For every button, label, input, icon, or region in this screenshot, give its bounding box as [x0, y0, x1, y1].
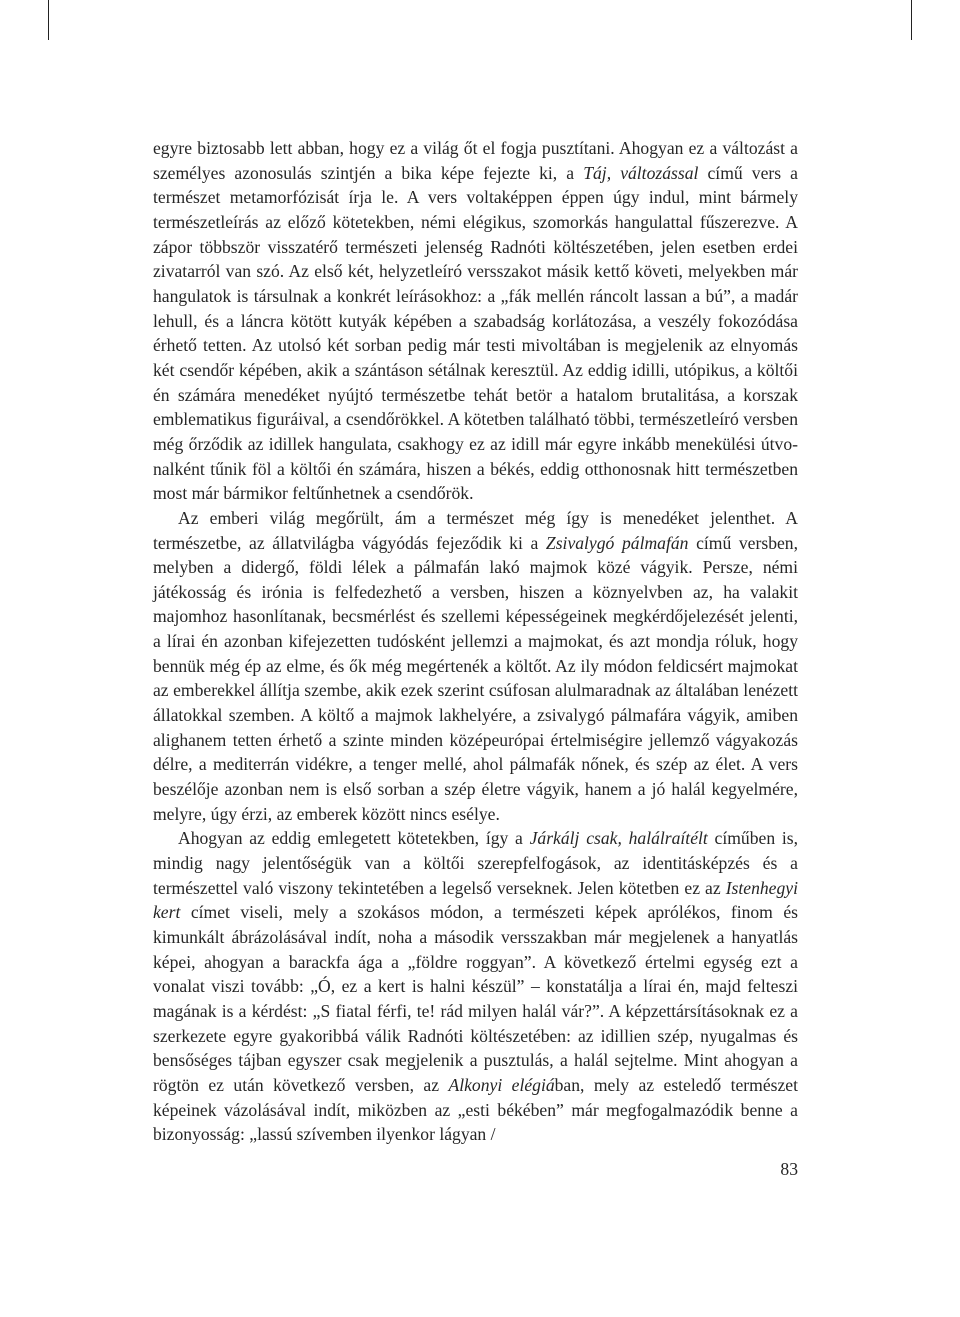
italic-title-text: Istenhegyi kert — [153, 877, 798, 923]
text-run: Az emberi világ megőrült, ám a természet még így is menedéket jelenthet. A természetbe, az állatvilágba vágyódás fejeződik ki a — [153, 507, 798, 553]
paragraph — [153, 506, 798, 827]
body-text — [153, 136, 798, 1147]
crop-mark-top-right — [911, 0, 912, 40]
italic-title-text: Zsivalygó pálmafán — [545, 532, 689, 553]
text-run: egyre biztosabb lett abban, hogy ez a világ őt el fogja pusztítani. Ahogyan ez a változást a személyes azonosulás szintjén a bika képe fejezte ki, a — [153, 138, 798, 183]
paragraph — [153, 136, 798, 506]
paragraph — [153, 826, 798, 1147]
italic-title-text: Alkonyi elégiá — [448, 1074, 555, 1095]
text-run: című versben, melyben a didergő, földi lélek a pálmafán lakó majmok közé vágyik. Persze, némi játékosság és irónia is felfedezhető a versben, hiszen a köznyelvben az, ha valakit majomhoz hasonlítanak, becsmérlést és szellemi képességeinek megkérdőjelezését jelenti, a lírai én azonban kifejezetten tudósként jellemzi a majmokat, és azt mondja róluk, hogy bennük még ép az elme, és ők még megértenék a költőt. Az ily módon feldicsért majmokat az emberekkel állítja szembe, akik ezek szerint csúfosan alulmaradnak az általában lenézett állatokkal szemben. A költő a majmok lakhelyére, a zsivalygó pálmafára vágyik, amiben alighanem tetten érhető a szinte minden középeurópai értelmiségire jellemző vágyakozás délre, a mediterrán vidékre, a tenger mellé, ahol pálmafák nőnek, és szép az élet. A vers beszélője azonban nem is első sorban a szép életre vágyik, hanem a jó halál kegyelmére, melyre, úgy érzi, az emberek között nincs esélye. — [153, 532, 798, 824]
text-run: Ahogyan az eddig emlegetett kötetekben, így a — [178, 828, 530, 849]
crop-mark-top-left — [48, 0, 49, 40]
text-run: címet viseli, mely a szokásos módon, a természeti képek aprólékos, finom és kimunkált ábrázolásával indít, noha a második versszakban már megjelenek a hanyatlás képei, ahogyan a barackfa ága a „földre roggyan”. A következő értelmi egység ezt a vonalat viszi tovább: „Ó, ez a kert is halni készül” – konstatálja a lírai én, majd felteszi magának is a kérdést: „S fiatal férfi, te! rád milyen halál vár?”. A képzettársításoknak ez a szerkezete egyre gyakoribbá válik Radnóti költészetében: az idillien szép, nyugalmas és bensőséges tájban egyszer csak megjelenik a pusztulás, a halál sejtelme. Mint ahogyan a rögtön ez után következő versben, az — [153, 902, 798, 1095]
text-run: címűben is, mindig nagy jelentőségük van a költői szerepfelfogások, az identitásképzés és a természettel való viszony tekintetében a legelső verseknek. Jelen kötetben ez az — [153, 828, 798, 898]
page-number: 83 — [780, 1159, 798, 1179]
italic-title-text: Járkálj csak, halálraítélt — [529, 828, 708, 849]
text-run: című vers a természet metamorfózisát írja le. A vers voltaképpen éppen úgy indul, mint bármely természetleírás az előző kötetekben, némi elégikus, szomorkás hangulattal fűszerezve. A zápor többször visszatérő természeti jelenség Radnóti költészetében, jelen esetben erdei zivatarról van szó. Az első két, helyzetleíró versszakot másik kettő követi, melyekben már hangulatok is társulnak a konkrét leírásokhoz: a „fák mellén ráncolt lassan a bú”, a madár lehull, és a láncra kötött kutyák képében a szabadság korlátozása, a veszély fokozódása érhető tetten. Az utolsó két sorban pedig már testi mivoltában is megjelenik az elnyomás két csendőr képében, akik a szántáson sétálnak keresztül. Az eddig idilli, utópikus, a költői én számára menedéket nyújtó természetbe tehát betör a hatalom brutalitása, a korszak emblematikus figuráival, a csendőrökkel. A kötetben található többi, természetleíró versben még őrződik az idillek hangulata, csakhogy ez az idill már egyre inkább menekülési útvonalként tűnik föl a költői én számára, hiszen a békés, eddig otthonosnak hitt természetben most már bármikor feltűnhetnek a csendőrök. — [153, 162, 798, 504]
italic-title-text: Táj, változással — [583, 162, 699, 183]
text-run: ban, mely az esteledő természet képeinek vázolásával indít, miközben az „esti békében” már megfogalmazódik benne a bizonyosság: „lassú szívemben ilyenkor lágyan / — [153, 1074, 798, 1145]
